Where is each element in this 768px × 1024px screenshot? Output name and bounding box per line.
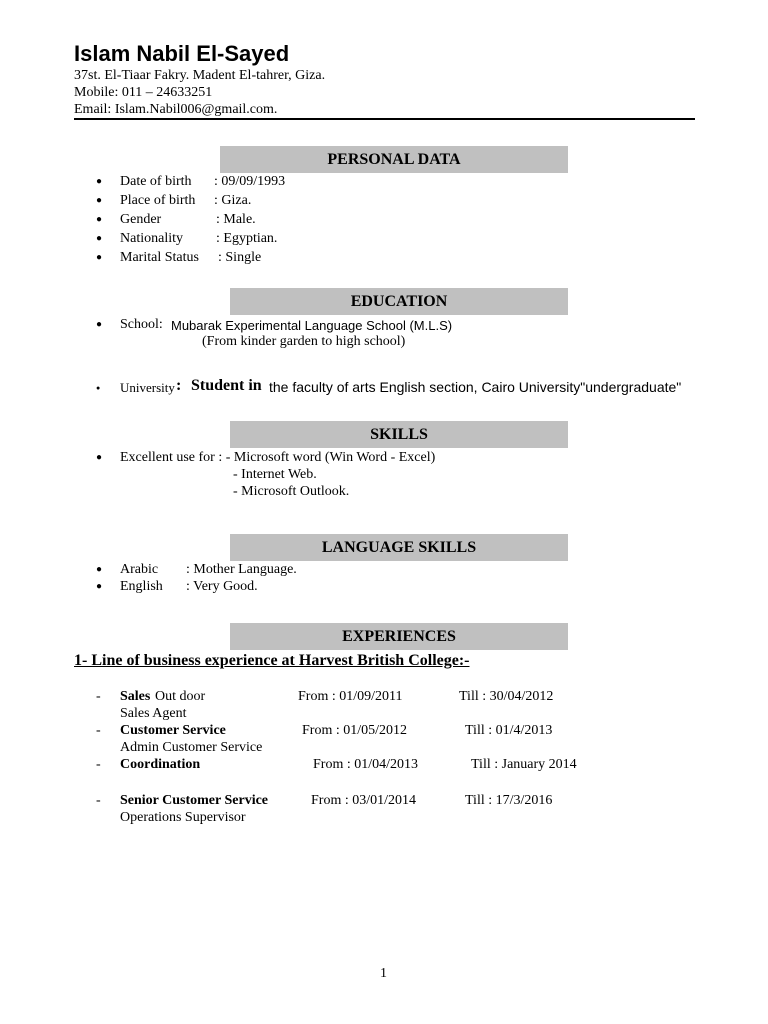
bullet-icon: ●: [96, 581, 103, 592]
language-value: : Mother Language.: [186, 562, 297, 577]
personal-label: Gender: [120, 212, 162, 227]
address: 37st. El-Tiaar Fakry. Madent El-tahrer, Giza.: [74, 68, 326, 83]
applicant-name: Islam Nabil El-Sayed: [74, 41, 290, 66]
university-colon: :: [176, 377, 182, 394]
skills-intro: Excellent use for : - Microsoft word (Win Word - Excel): [120, 450, 436, 465]
bullet-icon: ●: [96, 452, 103, 463]
school-note: (From kinder garden to high school): [202, 334, 406, 349]
dash-marker: -: [96, 689, 101, 704]
job-title: Senior Customer Service: [120, 793, 269, 808]
personal-label: Date of birth: [120, 174, 192, 189]
language-label: Arabic: [120, 562, 159, 577]
job-from: From : 01/09/2011: [298, 689, 403, 704]
personal-value: : Male.: [216, 212, 256, 227]
university-value: the faculty of arts English section, Cairo University"undergraduate": [269, 379, 682, 395]
section-personal-data: PERSONAL DATA: [220, 146, 568, 173]
university-label: University: [120, 380, 175, 395]
job-title: Sales: [120, 689, 151, 704]
bullet-icon: ●: [96, 384, 101, 392]
experience-heading: 1- Line of business experience at Harvest British College:-: [74, 652, 470, 669]
skills-line: - Microsoft Outlook.: [233, 484, 350, 499]
language-value: : Very Good.: [186, 579, 258, 594]
section-experiences: EXPERIENCES: [230, 623, 568, 650]
school-label: School:: [120, 317, 163, 332]
job-title: Coordination: [120, 757, 201, 772]
bullet-icon: ●: [96, 252, 103, 263]
job-till: Till : 17/3/2016: [465, 793, 553, 808]
job-till: Till : 30/04/2012: [459, 689, 554, 704]
dash-marker: -: [96, 757, 101, 772]
personal-label: Place of birth: [120, 193, 196, 208]
bullet-icon: ●: [96, 195, 103, 206]
university-bold: Student in: [191, 377, 262, 394]
dash-marker: -: [96, 723, 101, 738]
section-education: EDUCATION: [230, 288, 568, 315]
section-skills: SKILLS: [230, 421, 568, 448]
job-title-rest: Out door: [155, 689, 206, 704]
personal-label: Nationality: [120, 231, 183, 246]
personal-value: : Giza.: [214, 193, 252, 208]
job-till: Till : January 2014: [471, 757, 577, 772]
mobile: Mobile: 011 – 24633251: [74, 85, 213, 100]
skills-line: - Internet Web.: [233, 467, 317, 482]
job-title: Customer Service: [120, 723, 226, 738]
section-language-skills: LANGUAGE SKILLS: [230, 534, 568, 561]
personal-label: Marital Status: [120, 250, 199, 265]
email: Email: Islam.Nabil006@gmail.com.: [74, 102, 278, 117]
bullet-icon: ●: [96, 564, 103, 575]
school-value: Mubarak Experimental Language School (M.L.S): [171, 318, 453, 333]
bullet-icon: ●: [96, 233, 103, 244]
dash-marker: -: [96, 793, 101, 808]
bullet-icon: ●: [96, 214, 103, 225]
bullet-icon: ●: [96, 176, 103, 187]
personal-value: : Single: [218, 250, 262, 265]
language-label: English: [120, 579, 163, 594]
job-from: From : 03/01/2014: [311, 793, 417, 808]
job-subtitle: Sales Agent: [120, 706, 187, 721]
bullet-icon: ●: [96, 319, 103, 330]
personal-value: : 09/09/1993: [214, 174, 286, 189]
header-divider: [74, 118, 695, 120]
job-from: From : 01/04/2013: [313, 757, 419, 772]
job-till: Till : 01/4/2013: [465, 723, 553, 738]
personal-value: : Egyptian.: [216, 231, 278, 246]
page-number: 1: [380, 966, 387, 981]
job-subtitle: Operations Supervisor: [120, 810, 246, 825]
job-subtitle: Admin Customer Service: [120, 740, 263, 755]
job-from: From : 01/05/2012: [302, 723, 408, 738]
